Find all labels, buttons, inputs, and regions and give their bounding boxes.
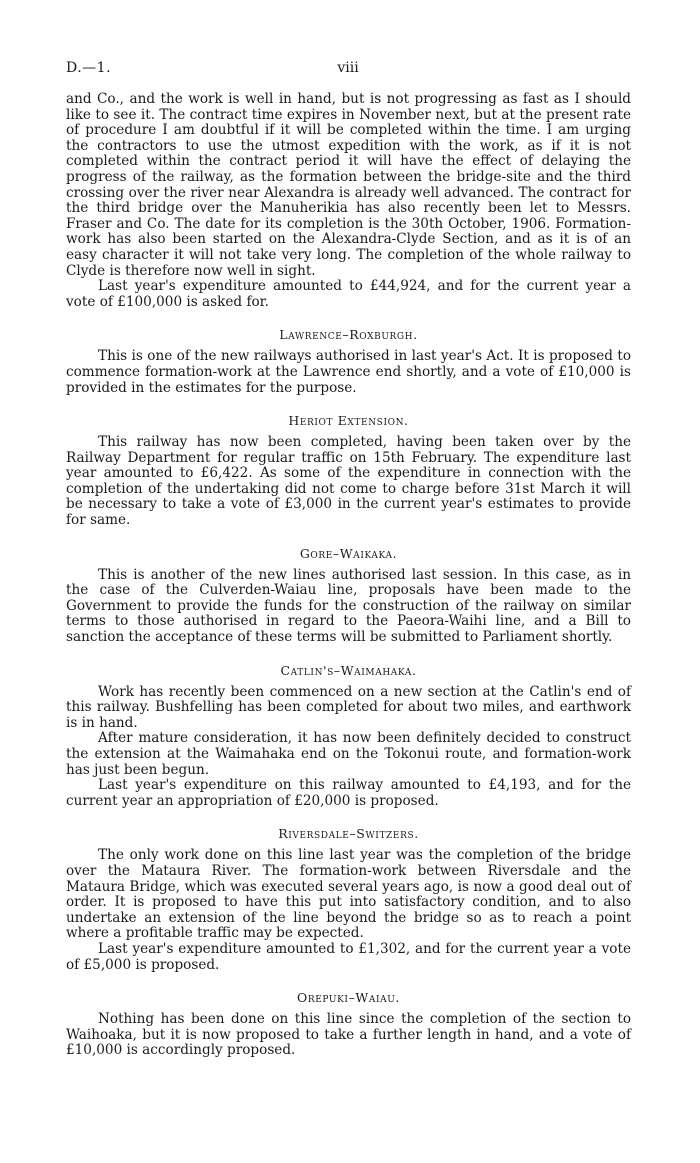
document-body: [66, 92, 631, 1059]
section-heading: Catlin's–Waimahaka.: [280, 662, 417, 678]
section-paragraph: Nothing has been done on this line since the completion of the section to Waihoaka, but it is now proposed to take a further length in hand, and a vote of £10,000 is accordingly proposed.: [66, 1011, 631, 1059]
section-paragraph: Last year's expenditure amounted to £1,302, and for the current year a vote of £5,000 is proposed.: [66, 940, 631, 973]
section-orepuki-waiau: [66, 990, 631, 1059]
section-heading: Gore–Waikaka.: [299, 545, 398, 561]
page-header: [66, 60, 630, 82]
section-paragraph: Last year's expenditure on this railway amounted to £4,193, and for the current year an appropriation of £20,000 is proposed.: [66, 777, 631, 809]
section-riversdale-switzers: [66, 826, 631, 973]
section-heading: Orepuki–Waiau.: [297, 990, 400, 1006]
section-heriot-extension: [66, 413, 631, 529]
section-lawrence-roxburgh: [66, 327, 631, 396]
section-heading: Riversdale–Switzers.: [278, 826, 419, 842]
section-heading: Heriot Extension.: [288, 413, 409, 429]
section-paragraph: This railway has now been completed, having been taken over by the Railway Department for regular traffic on 15th February. The expenditure last year amounted to £6,422. As some of the expenditure in connection with the completion of the undertaking did not come to charge before 31st March it will be necessary to take a vote of £3,000 in the current year's estimates to provide for same.: [66, 434, 631, 529]
section-gore-waikaka: [66, 546, 631, 646]
intro-paragraph: and Co., and the work is well in hand, but is not progressing as fast as I should like to see it. The contract time expires in November next, but at the present rate of procedure I am doubtful if it will be completed within the time. I am urging the contractors to use the utmost expedition with the work, as if it is not completed within the contract period it will have the effect of delaying the progress of the railway, as the formation between the bridge-site and the third crossing over the river near Alexandra is already well advanced. The contract for the third bridge over the Manuherikia has also recently been let to Messrs. Fraser and Co. The date for its completion is the 30th October, 1906. Formation-work has also been started on the Alexandra-Clyde Section, and as it is of an easy character it will not take very long. The completion of the whole railway to Clyde is therefore now well in sight.: [66, 91, 631, 279]
section-paragraph: The only work done on this line last year was the completion of the bridge over the Mataura River. The formation-work between Riversdale and the Mataura Bridge, which was executed several years ago, is now a good deal out of order. It is proposed to have this put into satisfactory condition, and to also undertake an extension of the line beyond the bridge so as to reach a point where a profitable traffic may be expected.: [66, 847, 631, 942]
section-catlins-waimahaka: [66, 663, 631, 810]
document-reference: D.—1.: [66, 60, 112, 76]
section-paragraph: After mature consideration, it has now been definitely decided to construct the extension at the Waimahaka end on the Tokonui route, and formation-work has just been begun.: [66, 730, 631, 778]
section-paragraph: Work has recently been commenced on a new section at the Catlin's end of this railway. Bushfelling has been completed for about two miles, and earthwork is in hand.: [66, 683, 631, 731]
section-paragraph: This is another of the new lines authorised last session. In this case, as in the case of the Culverden-Waiau line, proposals have been made to the Government to provide the funds for the construction of the railway on similar terms to those authorised in regard to the Paeora-Waihi line, and a Bill to sanction the acceptance of these terms will be submitted to Parliament shortly.: [66, 566, 631, 646]
section-heading: Lawrence–Roxburgh.: [279, 327, 418, 343]
section-paragraph: This is one of the new railways authorised in last year's Act. It is proposed to commence formation-work at the Lawrence end shortly, and a vote of £10,000 is provided in the estimates for the purpose.: [66, 348, 631, 396]
page-number: viii: [337, 60, 359, 76]
intro-paragraph: Last year's expenditure amounted to £44,924, and for the current year a vote of £100,000 is asked for.: [66, 278, 631, 310]
